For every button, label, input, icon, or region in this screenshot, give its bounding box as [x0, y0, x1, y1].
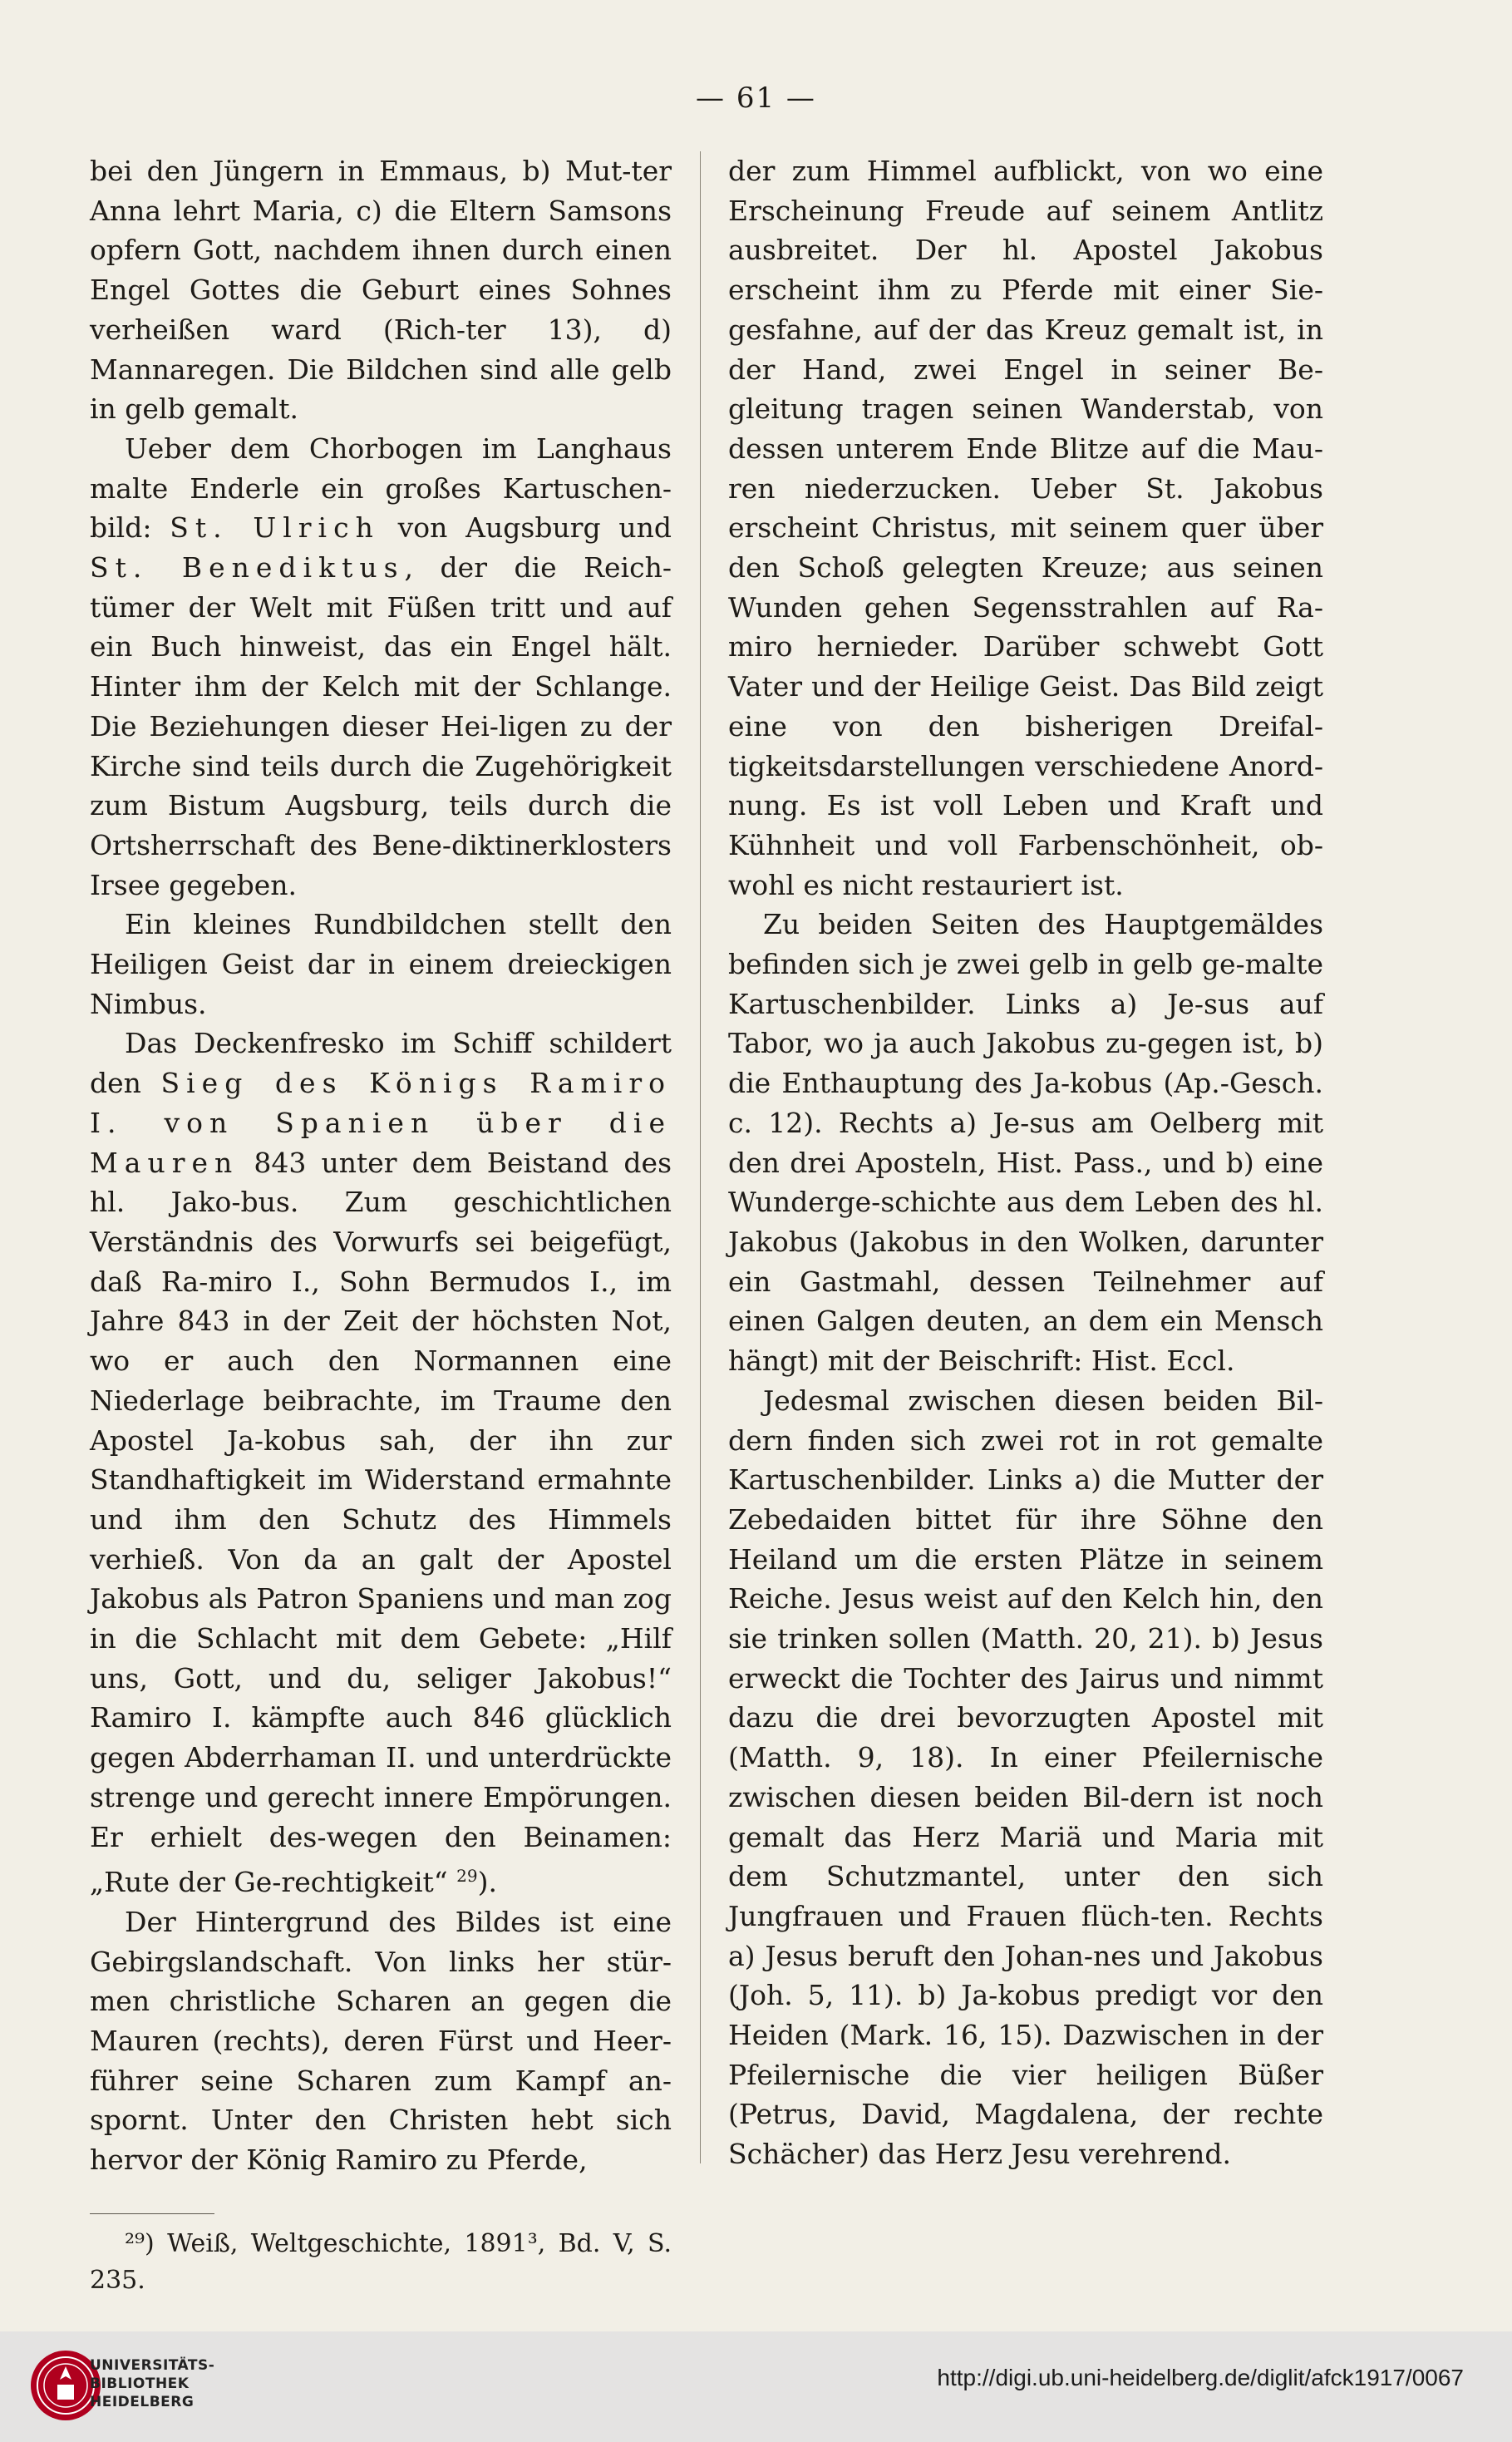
paragraph: Der Hintergrund des Bildes ist eine Gebirgslandschaft. Von links her stür-men christliche Scharen an gegen die Mauren (rechts), deren Fürst und Heer-führer seine Scharen zum Kampf an-spornt. Unter den Christen hebt sich hervor der König Ramiro zu Pferde,: [90, 1905, 672, 2177]
footer-bar: [0, 2331, 1512, 2442]
paragraph: Jedesmal zwischen diesen beiden Bil-dern finden sich zwei rot in rot gemalte Kartuschenbilder. Links a) die Mutter der Zebedaiden bittet für ihre Söhne den Heiland um die ersten Plätze in seinem Reiche. Jesus weist auf den Kelch hin, den sie trinken sollen (Matth. 20, 21). b) Jesus erweckt die Tochter des Jairus und nimmt dazu die drei bevorzugten Apostel mit (Matth. 9, 18). In einer Pfeilernische zwischen diesen beiden Bil-dern ist noch gemalt das Herz Mariä und Maria mit dem Schutzmantel, unter den sich Jungfrauen und Frauen flüch-ten. Rechts a) Jesus beruft den Johan-nes und Jakobus (Joh. 5, 11). b) Ja-kobus predigt vor den Heiden (Mark. 16, 15). Dazwischen in der Pfeilernische die vier heiligen Büßer (Petrus, David, Magdalena, der rechte Schächer) das Herz Jesu verehrend.: [728, 1384, 1323, 2171]
spaced-name: St. Ulrich: [170, 511, 380, 545]
paragraph: [90, 429, 672, 905]
footnote-ref: 29: [456, 1866, 478, 1887]
source-url-link[interactable]: http://digi.ub.uni-heidelberg.de/diglit/afck1917/0067: [937, 2365, 1464, 2390]
institution-line: UNIVERSITÄTS-: [90, 2357, 215, 2374]
footnote: ²⁹) Weiß, Weltgeschichte, 1891³, Bd. V, S. 235.: [90, 2228, 672, 2295]
footnote-rule: [90, 2213, 214, 2214]
paragraph: der zum Himmel aufblickt, von wo eine Erscheinung Freude auf seinem Antlitz ausbreitet. Der hl. Apostel Jakobus erscheint ihm zu Pferde mit einer Sie-gesfahne, auf der das Kreuz gemalt ist, in der Hand, zwei Engel in seiner Be-gleitung tragen seinen Wanderstab, von dessen unterem Ende Blitze auf die Mau-ren niederzucken. Ueber St. Jakobus erscheint Christus, mit seinem quer über den Schoß gelegten Kreuze; aus seinen Wunden gehen Segensstrahlen auf Ra-miro hernieder. Darüber schwebt Gott Vater und der Heilige Geist. Das Bild zeigt eine von den bisherigen Dreifal-tigkeitsdarstellungen verschiedene Anord-nung. Es ist voll Leben und Kraft und Kühnheit und voll Farbenschönheit, ob-wohl es nicht restauriert ist.: [728, 155, 1323, 901]
text-run: von Augsburg und: [379, 511, 672, 545]
paragraph: Ein kleines Rundbildchen stellt den Heiligen Geist dar in einem dreieckigen Nimbus.: [90, 908, 672, 1020]
column-divider: [700, 151, 701, 2163]
right-column: [728, 151, 1323, 2174]
spaced-name: St. Benediktus: [90, 551, 405, 585]
page-number: — 61 —: [696, 81, 816, 115]
institution-name: [90, 2356, 214, 2411]
text-run: , der die Reich-tümer der Welt mit Füßen tritt und auf ein Buch hinweist, das ein Engel hält. Hinter ihm der Kelch mit der Schlange. Die Beziehungen dieser Hei-ligen zu der Kirche sind teils durch die Zugehörigkeit zum Bistum Augsburg, teils durch die Ortsherrschaft des Bene-diktinerklosters Irsee gegeben.: [90, 551, 672, 901]
institution-line: BIBLIOTHEK: [90, 2375, 190, 2392]
spaced-title: Sieg des Königs Ramiro I. von Spanien über die Mauren: [90, 1067, 672, 1179]
paragraph: Zu beiden Seiten des Hauptgemäldes befinden sich je zwei gelb in gelb ge-malte Kartuschenbilder. Links a) Je-sus auf Tabor, wo ja auch Jakobus zu-gegen ist, b) die Enthauptung des Ja-kobus (Ap.-Gesch. c. 12). Rechts a) Je-sus am Oelberg mit den drei Aposteln, Hist. Pass., und b) eine Wunderge-schichte aus dem Leben des hl. Jakobus (Jakobus in den Wolken, darunter ein Gastmahl, dessen Teilnehmer auf einen Galgen deuten, an dem ein Mensch hängt) mit der Beischrift: Hist. Eccl.: [728, 908, 1323, 1378]
text-run: 843 unter dem Beistand des hl. Jako-bus. Zum geschichtlichen Verständnis des Vorwurfs sei beigefügt, daß Ra-miro I., Sohn Bermudos I., im Jahre 843 in der Zeit der höchsten Not, wo er auch den Normannen eine Niederlage beibrachte, im Traume den Apostel Ja-kobus sah, der ihn zur Standhaftigkeit im Widerstand ermahnte und ihm den Schutz des Himmels verhieß. Von da an galt der Apostel Jakobus als Patron Spaniens und man zog in die Schlacht mit dem Gebete: „Hilf uns, Gott, und du, seliger Jakobus!“ Ramiro I. kämpfte auch 846 glücklich gegen Abderrhaman II. und unterdrückte strenge und gerecht innere Empörungen. Er erhielt des-wegen den Beinamen: „Rute der Ge-rechtigkeit“: [90, 1146, 672, 1899]
institution-line: HEIDELBERG: [90, 2394, 195, 2410]
paragraph: bei den Jüngern in Emmaus, b) Mut-ter Anna lehrt Maria, c) die Eltern Samsons opfern Gott, nachdem ihnen durch einen Engel Gottes die Geburt eines Sohnes verheißen ward (Rich-ter 13), d) Mannaregen. Die Bildchen sind alle gelb in gelb gemalt.: [90, 155, 672, 426]
text-run: ).: [477, 1866, 497, 1899]
paragraph: [90, 1024, 672, 1902]
text-run: Ueber dem Chorbogen im Langhaus malte Enderle ein großes Kartuschen-bild:: [90, 432, 672, 545]
text-run: Das Deckenfresko im Schiff schildert den: [90, 1027, 672, 1100]
left-column: [90, 151, 672, 2299]
